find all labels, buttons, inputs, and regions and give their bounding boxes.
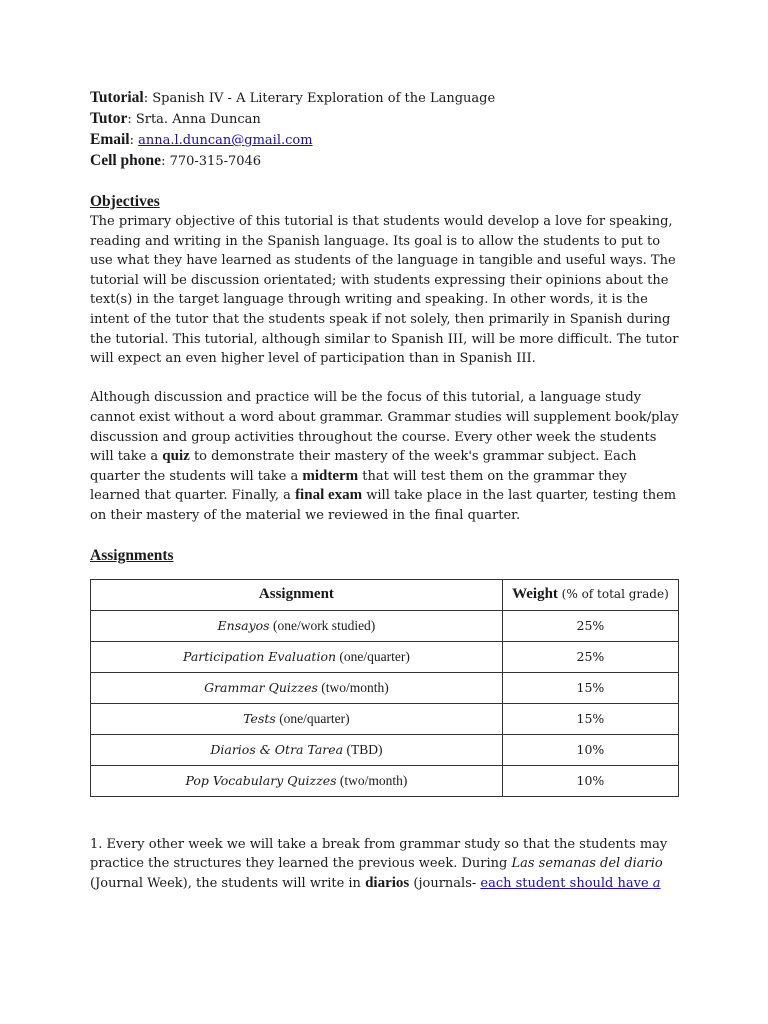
assignment-frequency: (one/quarter) xyxy=(275,710,350,726)
weight-cell: 15% xyxy=(502,703,678,734)
table-row xyxy=(91,610,679,641)
assignment-cell xyxy=(91,672,503,703)
syllabus-page xyxy=(90,88,680,893)
journal-link-text: each student should have xyxy=(480,875,653,891)
assignments-heading: Assignments xyxy=(90,546,174,564)
objectives-heading: Objectives xyxy=(90,193,160,210)
email-label: Email xyxy=(90,131,130,148)
grammar-text-a: Although discussion and practice will be the focus of this tutorial, a language study cannot exist without a word about grammar. Grammar studies will supplement book/play discussion and group activities throughout the course. Every other week the students will take a xyxy=(90,390,679,465)
weight-cell: 25% xyxy=(502,641,678,672)
assignment-frequency: (one/quarter) xyxy=(336,648,410,664)
assignment-cell xyxy=(91,641,503,672)
table-row xyxy=(91,641,679,672)
tutorial-value: : Spanish IV - A Literary Exploration of the Language xyxy=(143,91,496,106)
midterm-term: midterm xyxy=(302,467,359,484)
footnote-text-b: (Journal Week), the students will write in xyxy=(90,875,366,891)
email-line xyxy=(90,130,680,151)
email-separator: : xyxy=(129,133,139,148)
weight-column-header xyxy=(502,579,678,610)
objectives-paragraph: The primary objective of this tutorial is that students would develop a love for speaking, reading and writing in the Spanish language. Its goal is to allow the students to put to use what they have learned as students of the language in tangible and useful ways. The tutorial will be discussion orientated; with students expressing their opinions about the text(s) in the target language through writing and speaking. In other words, it is the intent of the tutor that the students speak if not solely, then primarily in Spanish during the tutorial. This tutorial, although similar to Spanish III, will be more difficult. The tutor will expect an even higher level of participation than in Spanish III. xyxy=(90,214,679,367)
journal-link-italic: a xyxy=(652,875,661,891)
assignment-name: Pop Vocabulary Quizzes xyxy=(185,772,337,788)
table-row xyxy=(91,703,679,734)
assignment-cell xyxy=(91,734,503,765)
email-link[interactable]: anna.l.duncan@gmail.com xyxy=(138,133,313,148)
table-row xyxy=(91,765,679,796)
journal-week-paragraph xyxy=(90,835,680,894)
journal-week-term: Las semanas del diario xyxy=(511,856,663,872)
diarios-term: diarios xyxy=(365,874,410,891)
assignment-column-header: Assignment xyxy=(91,579,503,610)
weight-cell: 10% xyxy=(502,765,678,796)
weight-cell: 10% xyxy=(502,734,678,765)
weight-header-label: Weight xyxy=(512,586,558,602)
table-row xyxy=(91,734,679,765)
weight-header-sublabel: (% of total grade) xyxy=(561,587,669,601)
assignment-cell xyxy=(91,703,503,734)
assignments-table xyxy=(90,579,679,797)
footnote-text-c: (journals- xyxy=(409,875,481,891)
phone-label: Cell phone xyxy=(90,152,162,169)
footnote-text-a: 1. Every other week we will take a break from grammar study so that the students may practice the structures they learned the previous week. During xyxy=(90,836,668,872)
grammar-text-d: will take place in the last quarter, testing them on their mastery of the material we reviewed in the final quarter. xyxy=(90,488,677,523)
journal-link[interactable] xyxy=(480,876,660,891)
assignment-frequency: (two/month) xyxy=(317,679,389,695)
weight-cell: 25% xyxy=(502,610,678,641)
assignment-name: Ensayos xyxy=(217,617,270,633)
tutor-value: : Srta. Anna Duncan xyxy=(127,112,261,127)
assignment-frequency: (two/month) xyxy=(336,772,408,788)
quiz-term: quiz xyxy=(162,448,190,465)
grammar-text-b: to demonstrate their mastery of the week's grammar subject. Each quarter the students will take a xyxy=(90,449,637,484)
tutor-line xyxy=(90,109,680,130)
assignment-cell xyxy=(91,765,503,796)
assignment-name: Participation Evaluation xyxy=(182,648,337,664)
assignment-frequency: (TBD) xyxy=(343,741,383,757)
assignment-name: Diarios & Otra Tarea xyxy=(210,741,344,757)
assignment-frequency: (one/work studied) xyxy=(269,617,376,633)
assignment-cell xyxy=(91,610,503,641)
tutorial-line xyxy=(90,88,680,109)
table-row xyxy=(91,672,679,703)
table-header-row xyxy=(91,579,679,610)
tutor-label: Tutor xyxy=(90,110,128,127)
final-exam-term: final exam xyxy=(295,487,363,504)
weight-cell: 15% xyxy=(502,672,678,703)
assignment-name: Tests xyxy=(243,710,276,726)
tutorial-label: Tutorial xyxy=(90,89,144,106)
phone-value: : 770-315-7046 xyxy=(161,154,262,169)
assignment-name: Grammar Quizzes xyxy=(204,679,318,695)
phone-line xyxy=(90,151,680,172)
grammar-paragraph xyxy=(90,388,680,525)
grammar-text-c: that will test them on the grammar they learned that quarter. Finally, a xyxy=(90,468,627,504)
